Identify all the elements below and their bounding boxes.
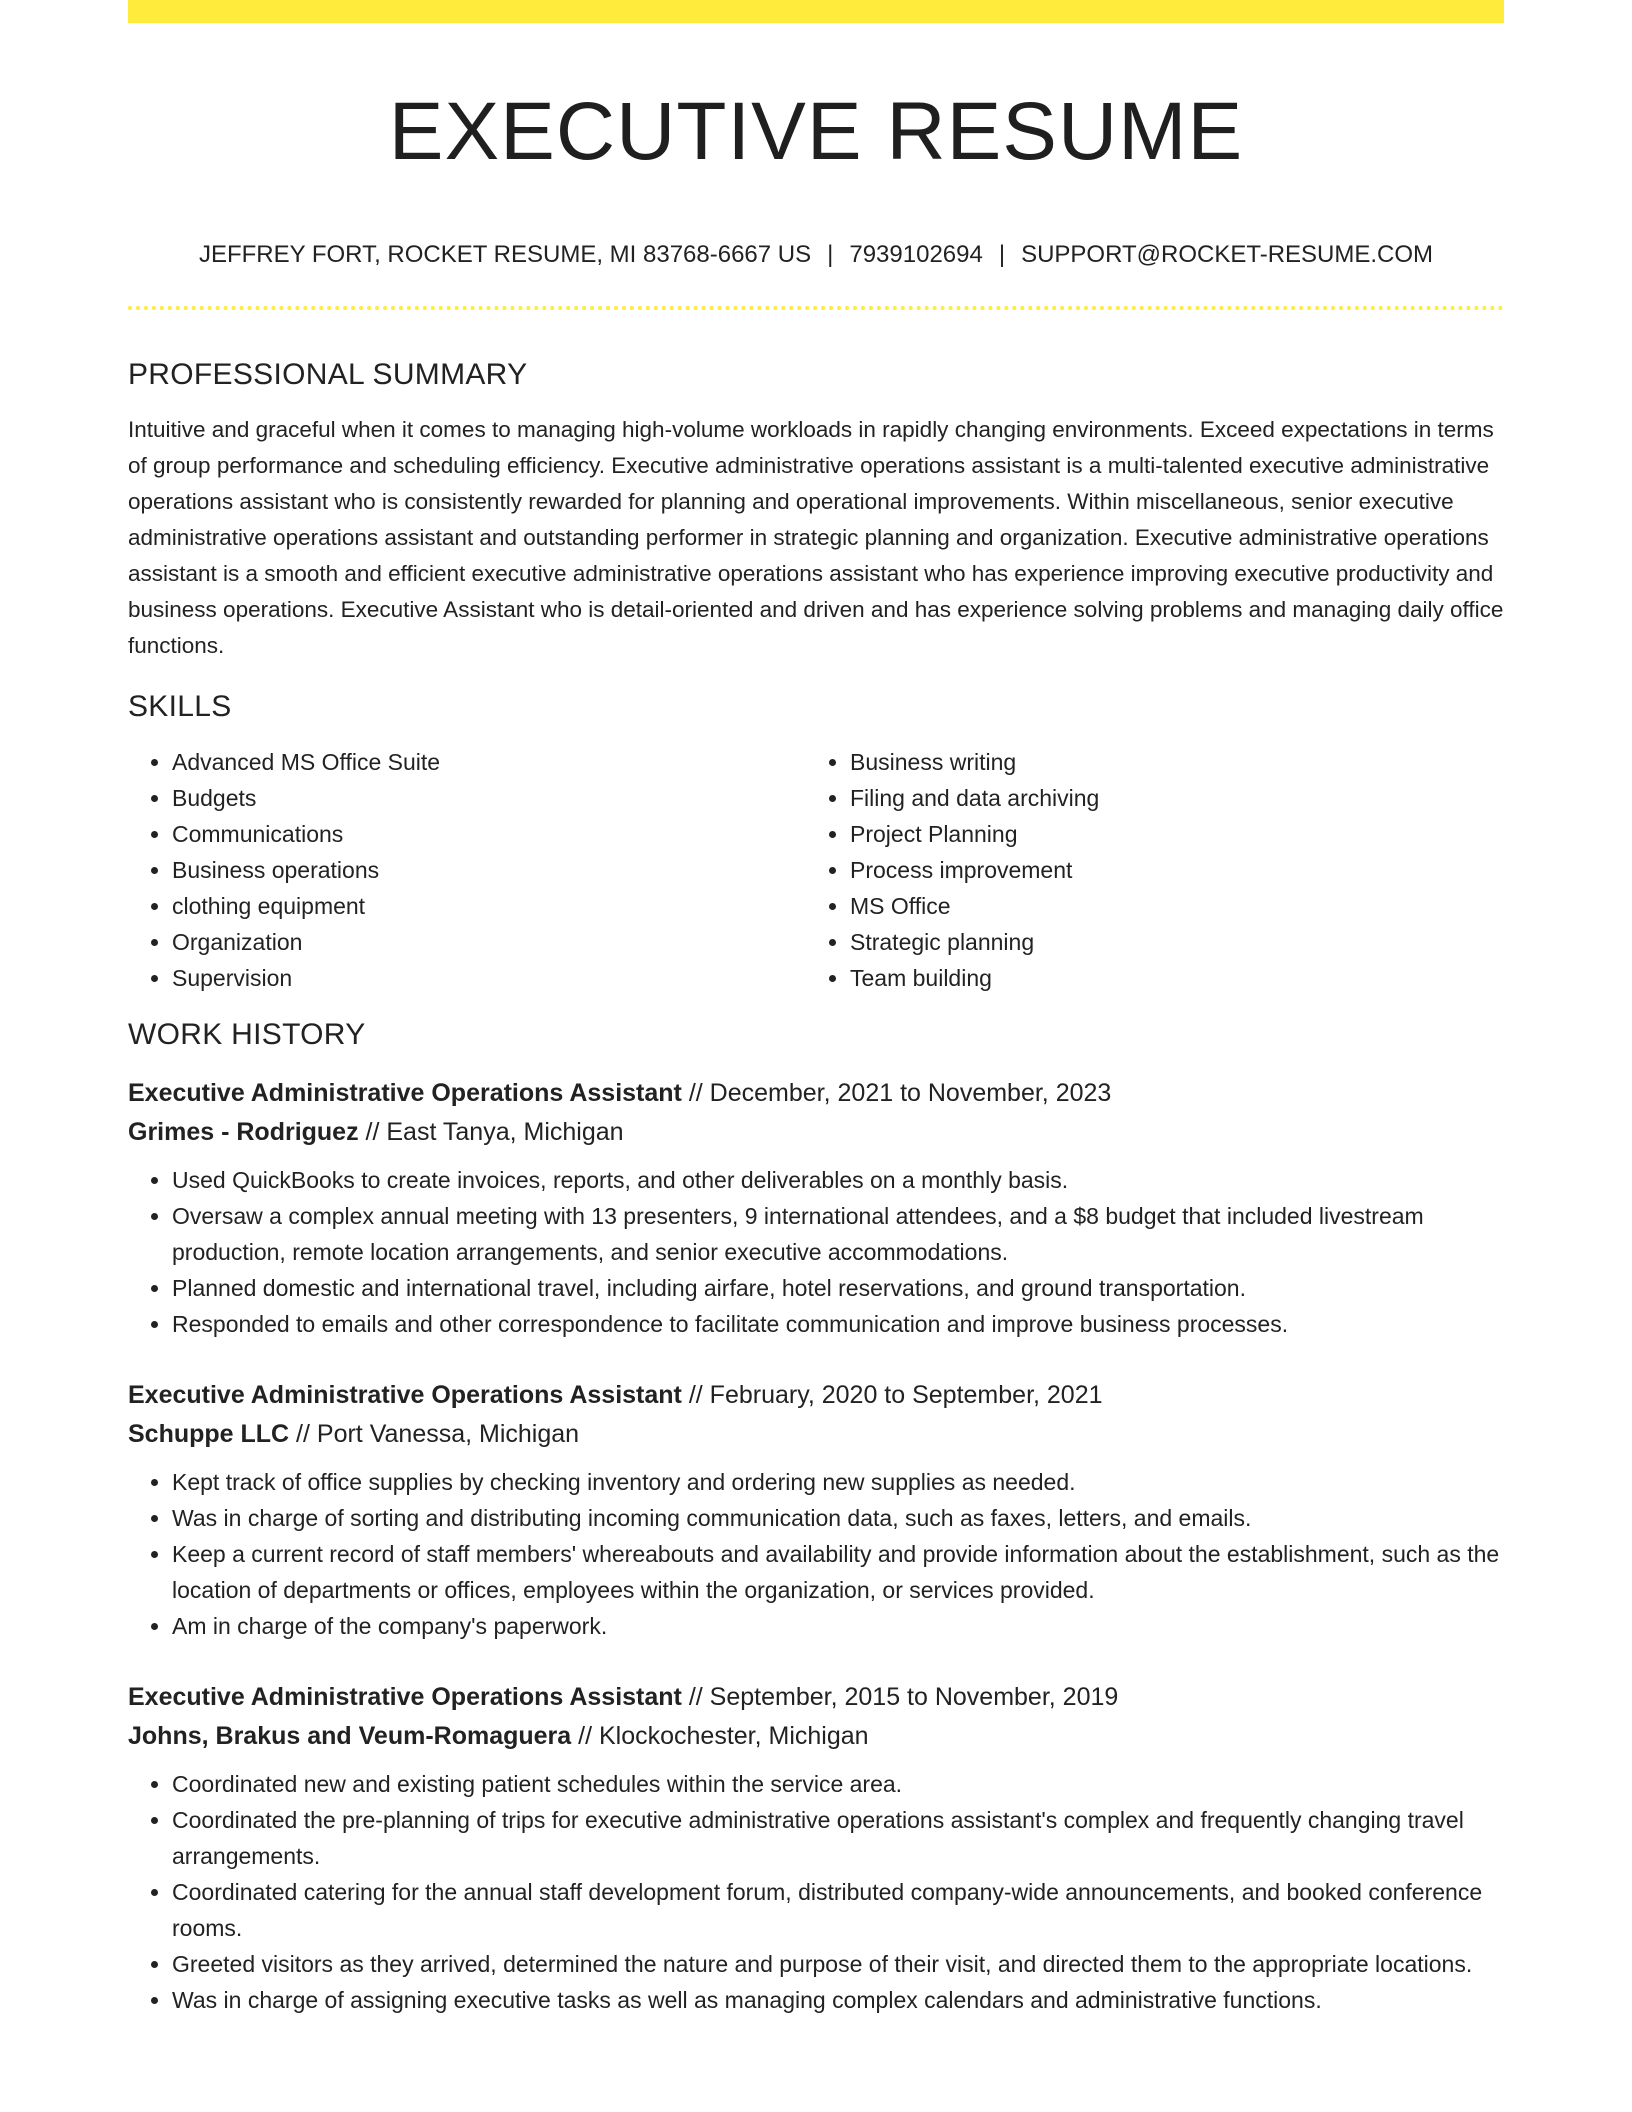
job-entry bbox=[128, 1376, 1504, 1644]
skills-heading: SKILLS bbox=[128, 690, 232, 723]
job-bullet: • Coordinated the pre-planning of trips for executive administrative operations assistant's complex and frequently changing travel arrangements. bbox=[172, 1802, 1504, 1874]
contact-separator: | bbox=[827, 241, 834, 268]
job-bullet: • Planned domestic and international travel, including airfare, hotel reservations, and ground transportation. bbox=[172, 1270, 1504, 1306]
dotted-divider bbox=[128, 306, 1504, 310]
job-bullets bbox=[128, 1766, 1504, 2018]
job-entry bbox=[128, 1074, 1504, 1342]
job-bullet: • Was in charge of sorting and distributing incoming communication data, such as faxes, letters, and emails. bbox=[172, 1500, 1504, 1536]
job-bullet: • Used QuickBooks to create invoices, reports, and other deliverables on a monthly basis. bbox=[172, 1162, 1504, 1198]
job-title-line bbox=[128, 1678, 1504, 1717]
job-title: Executive Administrative Operations Assistant bbox=[128, 1683, 682, 1711]
job-entry bbox=[128, 1678, 1504, 2018]
skill-item: • Business operations bbox=[172, 852, 806, 888]
job-dates: // September, 2015 to November, 2019 bbox=[681, 1683, 1119, 1711]
job-company: Johns, Brakus and Veum-Romaguera bbox=[128, 1722, 572, 1750]
job-location: // Klockochester, Michigan bbox=[571, 1722, 869, 1750]
job-company: Grimes - Rodriguez bbox=[128, 1118, 359, 1146]
job-title: Executive Administrative Operations Assistant bbox=[128, 1381, 682, 1409]
skill-item: • MS Office bbox=[850, 888, 1484, 924]
skill-item: • Project Planning bbox=[850, 816, 1484, 852]
skill-item: • Business writing bbox=[850, 744, 1484, 780]
skill-item: • Process improvement bbox=[850, 852, 1484, 888]
skill-item: • Team building bbox=[850, 960, 1484, 996]
resume-body bbox=[128, 350, 1504, 2018]
contact-separator: | bbox=[998, 241, 1006, 268]
contact-email: SUPPORT@ROCKET-RESUME.COM bbox=[1021, 241, 1434, 268]
job-title-line bbox=[128, 1376, 1504, 1415]
job-title: Executive Administrative Operations Assistant bbox=[128, 1079, 682, 1107]
job-title-line bbox=[128, 1074, 1504, 1113]
job-bullet: • Coordinated catering for the annual staff development forum, distributed company-wide announcements, and booked conference rooms. bbox=[172, 1874, 1504, 1946]
skills-list bbox=[128, 744, 1504, 996]
job-company: Schuppe LLC bbox=[128, 1420, 290, 1448]
skill-item: • Organization bbox=[172, 924, 806, 960]
job-bullet: • Oversaw a complex annual meeting with 13 presenters, 9 international attendees, and a $8 budget that included livestream production, remote location arrangements, and senior executive accommodations. bbox=[172, 1198, 1504, 1270]
summary-text: Intuitive and graceful when it comes to managing high-volume workloads in rapidly changing environments. Exceed expectations in terms of group performance and scheduling efficiency. Executive administrative operations assistant is a multi-talented executive administrative operations assistant who is consistently rewarded for planning and operational improvements. Within miscellaneous, senior executive administrative operations assistant and outstanding performer in strategic planning and organization. Executive administrative operations assistant is a smooth and efficient executive administrative operations assistant who has experience improving executive productivity and business operations. Executive Assistant who is detail-oriented and driven and has experience solving problems and managing daily office functions. bbox=[128, 417, 1504, 658]
skill-item: • Filing and data archiving bbox=[850, 780, 1484, 816]
skills-column-right bbox=[806, 744, 1484, 996]
job-bullet: • Greeted visitors as they arrived, determined the nature and purpose of their visit, and directed them to the appropriate locations. bbox=[172, 1946, 1504, 1982]
contact-phone: 7939102694 bbox=[849, 241, 983, 268]
job-bullet: • Was in charge of assigning executive tasks as well as managing complex calendars and administrative functions. bbox=[172, 1982, 1504, 2018]
job-bullet: • Coordinated new and existing patient schedules within the service area. bbox=[172, 1766, 1504, 1802]
job-company-line bbox=[128, 1717, 1504, 1756]
job-location: // Port Vanessa, Michigan bbox=[289, 1420, 580, 1448]
summary-heading: PROFESSIONAL SUMMARY bbox=[128, 358, 528, 391]
top-accent-bar bbox=[128, 0, 1504, 23]
skill-item: • Advanced MS Office Suite bbox=[172, 744, 806, 780]
job-location: // East Tanya, Michigan bbox=[358, 1118, 624, 1146]
contact-line bbox=[128, 238, 1504, 272]
skill-item: • Budgets bbox=[172, 780, 806, 816]
contact-address: JEFFREY FORT, ROCKET RESUME, MI 83768-6667 US bbox=[198, 241, 812, 268]
job-bullet: • Keep a current record of staff members' whereabouts and availability and provide information about the establishment, such as the location of departments or offices, employees within the organization, or services provided. bbox=[172, 1536, 1504, 1608]
work-history-heading: WORK HISTORY bbox=[128, 1018, 366, 1051]
job-dates: // December, 2021 to November, 2023 bbox=[681, 1079, 1112, 1107]
job-bullets bbox=[128, 1162, 1504, 1342]
job-bullet: • Kept track of office supplies by checking inventory and ordering new supplies as needed. bbox=[172, 1464, 1504, 1500]
job-company-line bbox=[128, 1113, 1504, 1152]
skills-column-left bbox=[128, 744, 806, 996]
job-company-line bbox=[128, 1415, 1504, 1454]
job-bullet: • Responded to emails and other correspondence to facilitate communication and improve business processes. bbox=[172, 1306, 1504, 1342]
job-bullets bbox=[128, 1464, 1504, 1644]
skill-item: • Communications bbox=[172, 816, 806, 852]
job-bullet: • Am in charge of the company's paperwork. bbox=[172, 1608, 1504, 1644]
skill-item: • Strategic planning bbox=[850, 924, 1484, 960]
page-title: EXECUTIVE RESUME bbox=[388, 86, 1244, 177]
skill-item: • Supervision bbox=[172, 960, 806, 996]
skill-item: • clothing equipment bbox=[172, 888, 806, 924]
job-dates: // February, 2020 to September, 2021 bbox=[681, 1381, 1103, 1409]
